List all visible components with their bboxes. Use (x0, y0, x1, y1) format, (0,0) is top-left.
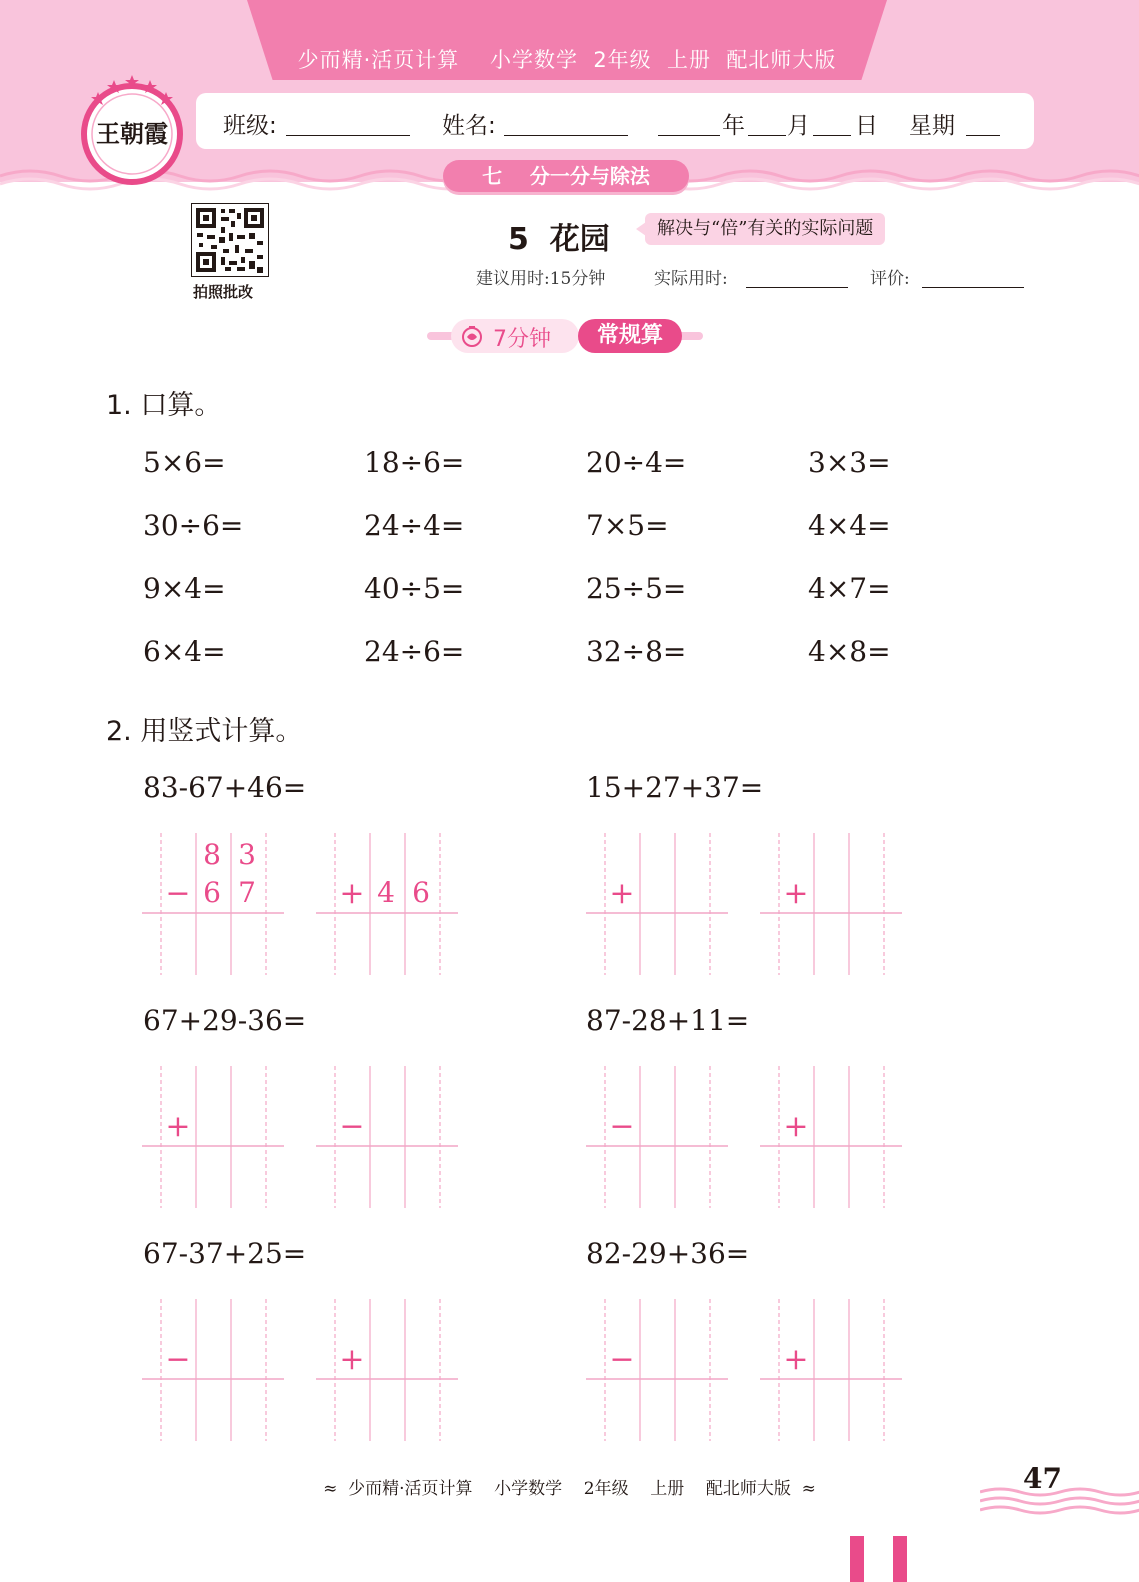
class-label: 班级: (223, 113, 277, 139)
vertical-calc-grid[interactable] (760, 833, 902, 975)
vertical-problem-expression: 67+29-36= (143, 1004, 307, 1037)
section-time: 7分钟 (493, 327, 551, 352)
oral-expression: 7×5= (586, 509, 669, 542)
actual-time-label: 实际用时: (654, 269, 728, 289)
month-label: 月 (787, 113, 810, 139)
operator-sign: + (165, 1109, 191, 1144)
qr-caption: 拍照批改 (193, 283, 254, 301)
prefilled-digit: 3 (238, 838, 256, 871)
day-label: 日 (855, 113, 878, 139)
actual-time-blank[interactable] (746, 287, 848, 288)
series-title: 少而精·活页计算 小学数学 2年级 上册 配北师大版 (297, 48, 837, 72)
operator-sign: + (783, 1109, 809, 1144)
weekday-blank[interactable] (966, 135, 1000, 136)
name-label: 姓名: (442, 113, 496, 139)
prefilled-digit: 6 (203, 876, 221, 909)
operator-sign: + (609, 876, 635, 911)
oral-expression: 3×3= (808, 446, 891, 479)
clock-icon (461, 325, 483, 347)
vertical-calc-grid[interactable] (142, 1299, 284, 1441)
oral-expression: 24÷6= (364, 635, 465, 668)
oral-expression: 4×4= (808, 509, 891, 542)
oral-expression: 5×6= (143, 446, 226, 479)
logo-text: 王朝霞 (96, 119, 168, 148)
oral-expression: 32÷8= (586, 635, 687, 668)
vertical-problem-expression: 67-37+25= (143, 1237, 307, 1270)
name-blank[interactable] (504, 135, 628, 136)
vertical-problem-expression: 87-28+11= (586, 1004, 750, 1037)
oral-expression: 30÷6= (143, 509, 244, 542)
day-blank[interactable] (813, 135, 851, 136)
operator-sign: − (165, 1342, 191, 1377)
oral-expression: 18÷6= (364, 446, 465, 479)
operator-sign: + (339, 876, 365, 911)
month-blank[interactable] (748, 135, 786, 136)
operator-sign: − (609, 1109, 635, 1144)
prefilled-digit: 8 (203, 838, 221, 871)
footer-bar (893, 1536, 907, 1582)
evaluation-blank[interactable] (922, 287, 1024, 288)
vertical-calc-grid[interactable] (316, 1066, 458, 1208)
vertical-calc-grid[interactable] (142, 1066, 284, 1208)
prefilled-digit: 4 (377, 876, 395, 909)
prefilled-digit: 6 (412, 876, 430, 909)
operator-sign: − (165, 876, 191, 911)
section-time-pill (451, 319, 579, 353)
vertical-calc-grid[interactable] (586, 833, 728, 975)
question-2-title: 2. 用竖式计算。 (106, 716, 303, 747)
oral-expression: 9×4= (143, 572, 226, 605)
vertical-calc-grid[interactable] (316, 1299, 458, 1441)
operator-sign: + (339, 1342, 365, 1377)
year-blank[interactable] (658, 135, 720, 136)
section-type: 常规算 (578, 319, 682, 353)
oral-expression: 6×4= (143, 635, 226, 668)
vertical-calc-grid[interactable] (586, 1066, 728, 1208)
oral-expression: 25÷5= (586, 572, 687, 605)
oral-expression: 20÷4= (586, 446, 687, 479)
class-blank[interactable] (286, 135, 410, 136)
brand-logo (78, 70, 186, 188)
page-number: 47 (1023, 1462, 1062, 1495)
student-info-box (196, 93, 1034, 149)
prefilled-digit: 7 (238, 876, 256, 909)
oral-expression: 4×8= (808, 635, 891, 668)
oral-expression: 4×7= (808, 572, 891, 605)
unit-title: 七 分一分与除法 (443, 160, 689, 192)
oral-expression: 24÷4= (364, 509, 465, 542)
vertical-problem-expression: 83-67+46= (143, 771, 307, 804)
lesson-title: 5 花园 (508, 222, 610, 257)
oral-expression: 40÷5= (364, 572, 465, 605)
lesson-tag: 解决与“倍”有关的实际问题 (645, 213, 885, 245)
vertical-problem-expression: 82-29+36= (586, 1237, 750, 1270)
vertical-calc-grid[interactable] (760, 1066, 902, 1208)
weekday-label: 星期 (909, 113, 955, 139)
vertical-calc-grid[interactable] (760, 1299, 902, 1441)
suggested-time: 建议用时:15分钟 (476, 269, 606, 289)
operator-sign: − (339, 1109, 365, 1144)
operator-sign: + (783, 1342, 809, 1377)
footer-bar (850, 1536, 864, 1582)
vertical-problem-expression: 15+27+37= (586, 771, 764, 804)
evaluation-label: 评价: (870, 269, 910, 289)
qr-code-icon[interactable] (191, 203, 269, 277)
vertical-calc-grid[interactable] (586, 1299, 728, 1441)
footer-series-text: ≈ 少而精·活页计算 小学数学 2年级 上册 配北师大版 ≈ (323, 1479, 816, 1499)
operator-sign: + (783, 876, 809, 911)
year-label: 年 (722, 113, 745, 139)
question-1-title: 1. 口算。 (106, 390, 222, 421)
operator-sign: − (609, 1342, 635, 1377)
